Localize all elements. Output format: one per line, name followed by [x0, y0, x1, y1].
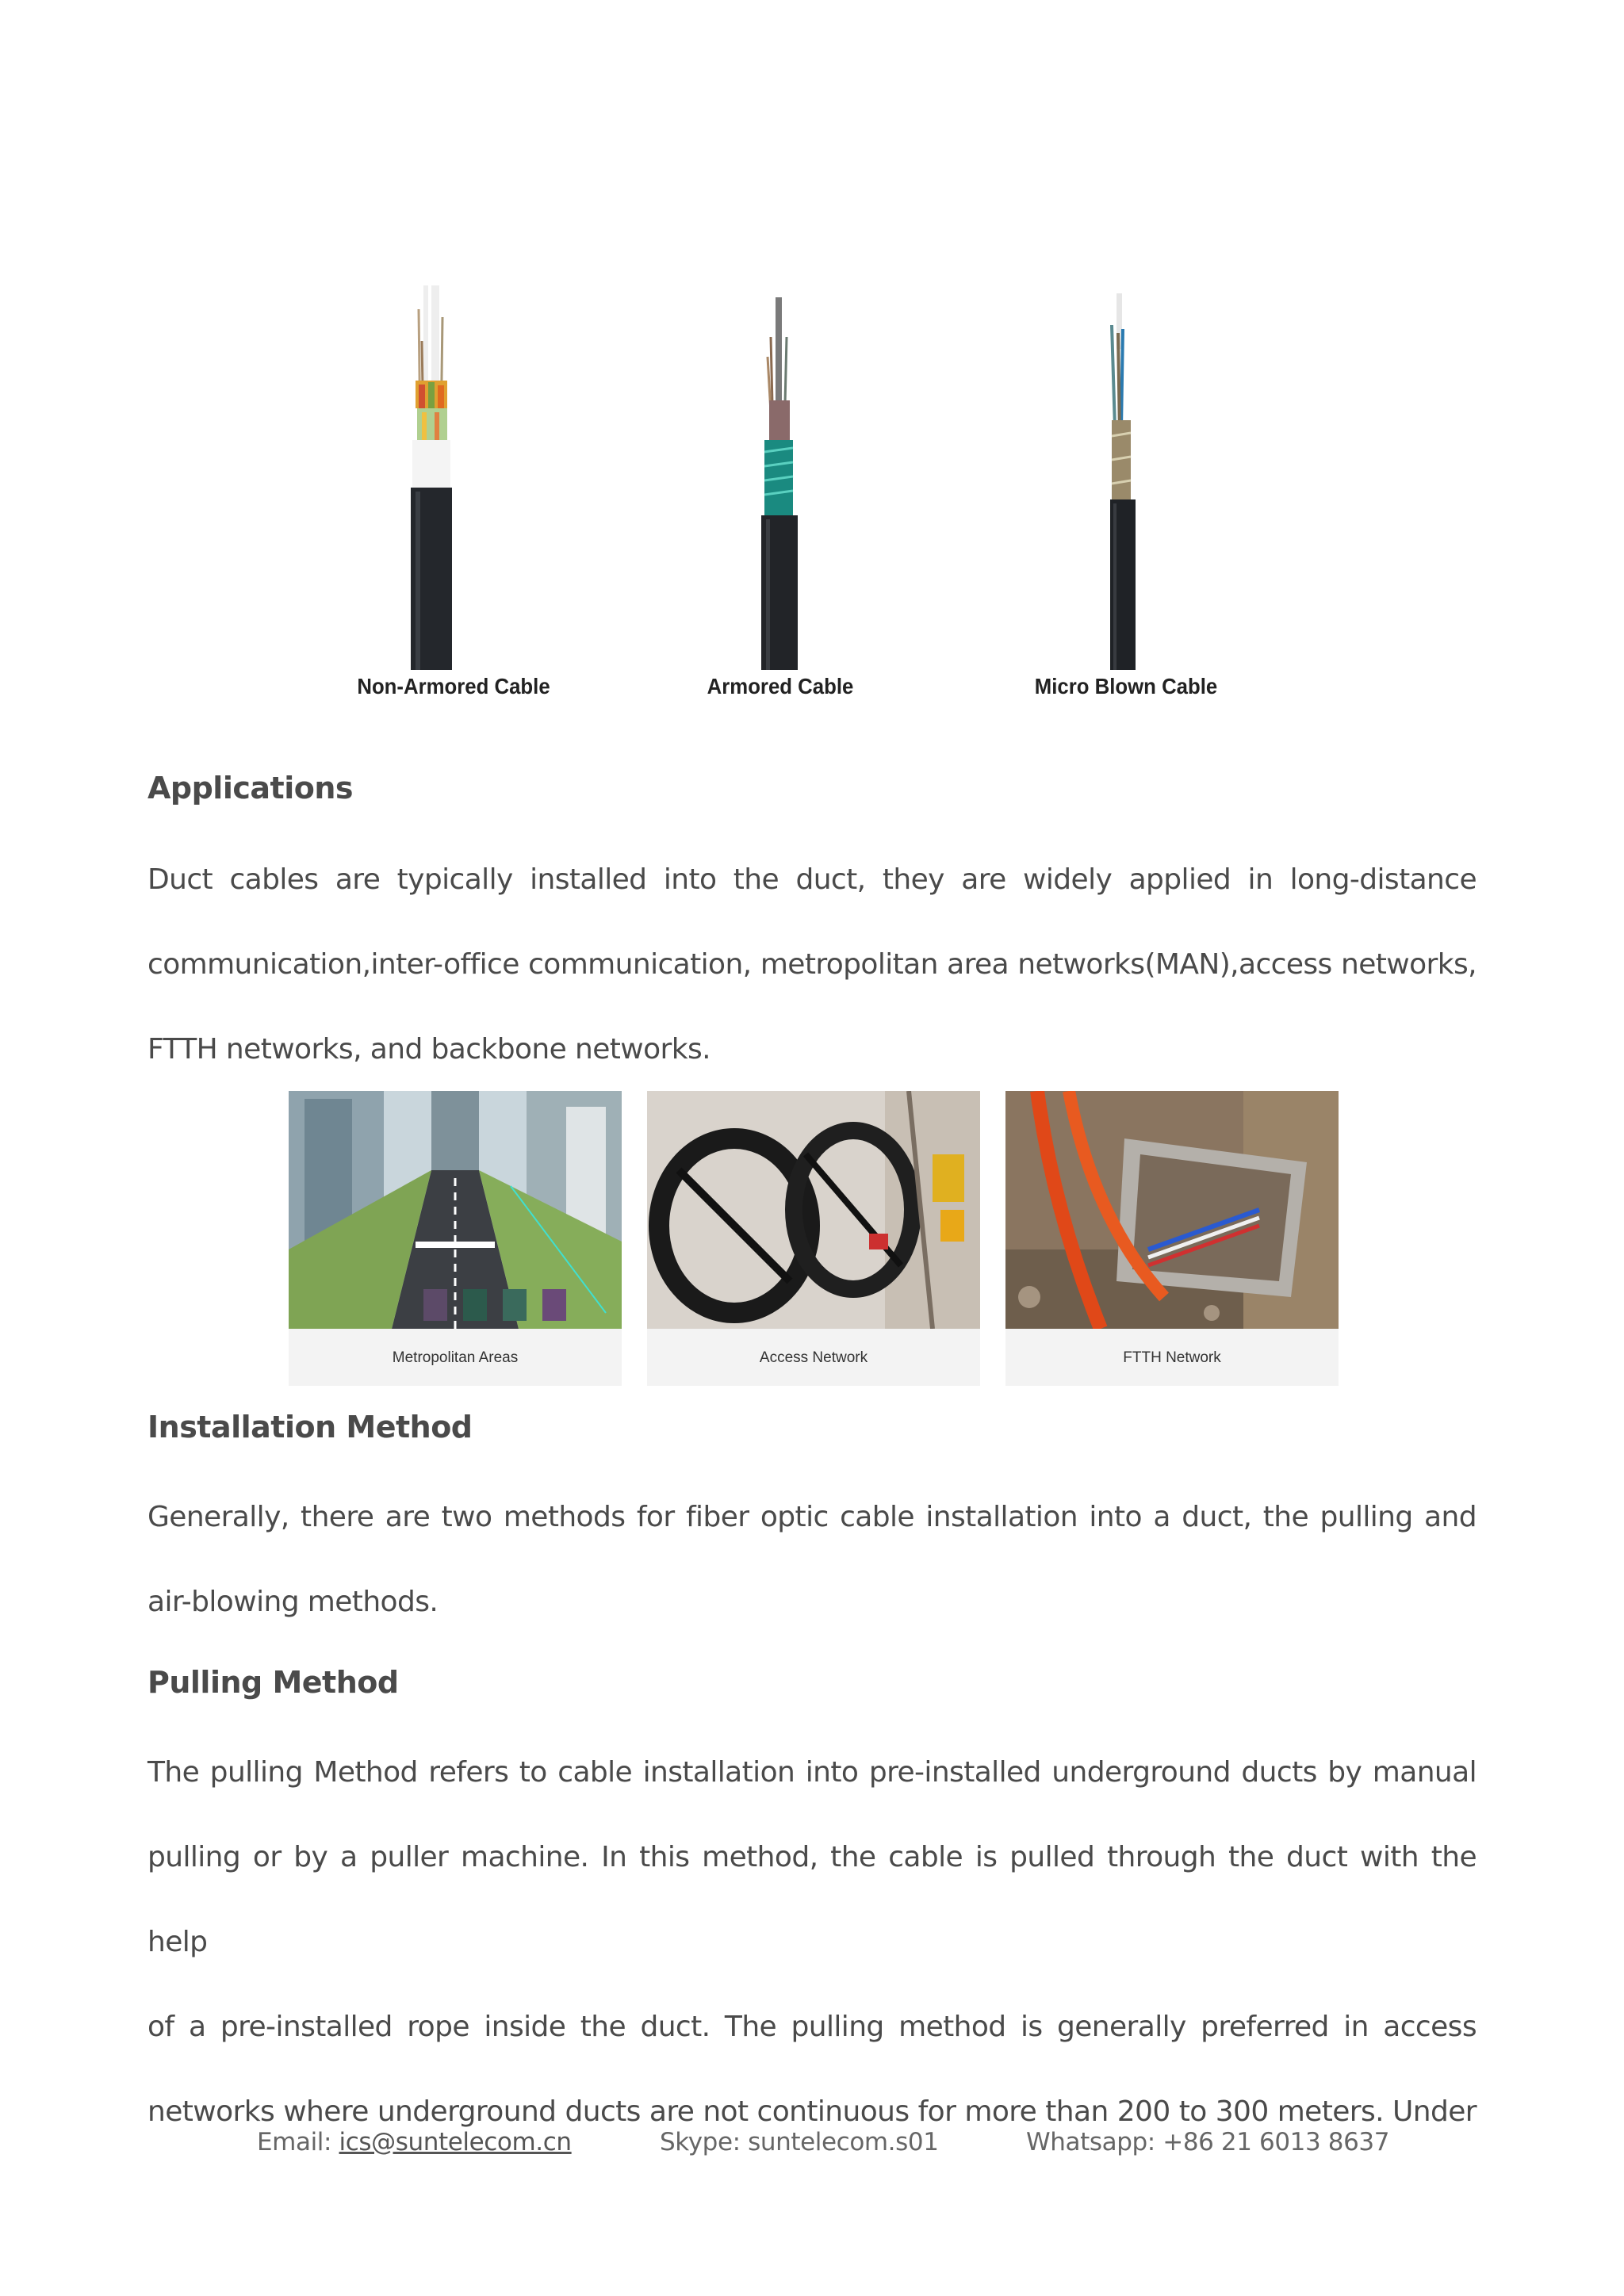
text-line: air-blowing methods. — [147, 1586, 439, 1618]
text-line: communication,inter-office communication, metropolitan area networks(MAN),access networks, — [147, 948, 1477, 981]
photo-metropolitan-areas — [289, 1091, 622, 1386]
footer-whatsapp: Whatsapp: +86 21 6013 8637 — [1026, 2128, 1390, 2156]
cable-label: Micro Blown Cable — [1034, 674, 1218, 698]
text-line: pulling or by a puller machine. In this method, the cable is pulled through the duct with the help — [147, 1841, 1477, 1958]
access-network-image — [647, 1091, 980, 1329]
metropolitan-areas-image — [289, 1091, 622, 1329]
email-label: Email: — [257, 2128, 339, 2156]
footer-skype: Skype: suntelecom.s01 — [660, 2128, 939, 2156]
installation-paragraph — [147, 1475, 1477, 1644]
non-armored-cable-image — [303, 262, 604, 674]
applications-heading: Applications — [147, 771, 353, 806]
photo-access-network — [647, 1091, 980, 1386]
photo-caption: Metropolitan Areas — [392, 1349, 519, 1366]
photo-ftth-network — [1005, 1091, 1339, 1386]
ftth-network-image — [1005, 1091, 1339, 1329]
micro-blown-cable-image — [975, 262, 1277, 674]
email-link[interactable]: ics@suntelecom.cn — [339, 2128, 572, 2156]
cable-types-figure — [301, 262, 1324, 729]
photo-caption: Access Network — [759, 1349, 868, 1366]
applications-paragraph — [147, 837, 1477, 1092]
text-line: of a pre-installed rope inside the duct. The pulling method is generally preferred in access — [147, 2011, 1477, 2043]
text-line: Generally, there are two methods for fiber optic cable installation into a duct, the pulling and — [147, 1501, 1477, 1533]
photo-caption: FTTH Network — [1123, 1349, 1221, 1366]
text-line: The pulling Method refers to cable installation into pre-installed underground ducts by manual — [147, 1756, 1477, 1789]
pulling-heading: Pulling Method — [147, 1665, 399, 1700]
contact-footer — [0, 2128, 1624, 2168]
non-armored-cable — [303, 262, 604, 729]
footer-email — [257, 2128, 572, 2156]
micro-blown-cable — [975, 262, 1277, 729]
armored-cable — [630, 262, 931, 729]
cable-label: Non-Armored Cable — [357, 674, 550, 698]
installation-heading: Installation Method — [147, 1410, 473, 1445]
text-line: FTTH networks, and backbone networks. — [147, 1033, 710, 1066]
text-line: Duct cables are typically installed into the duct, they are widely applied in long-distance — [147, 863, 1477, 896]
armored-cable-image — [630, 262, 931, 674]
cable-label: Armored Cable — [707, 674, 854, 698]
text-line: networks where underground ducts are not continuous for more than 200 to 300 meters. Under — [147, 2095, 1477, 2128]
pulling-paragraph — [147, 1730, 1477, 2154]
